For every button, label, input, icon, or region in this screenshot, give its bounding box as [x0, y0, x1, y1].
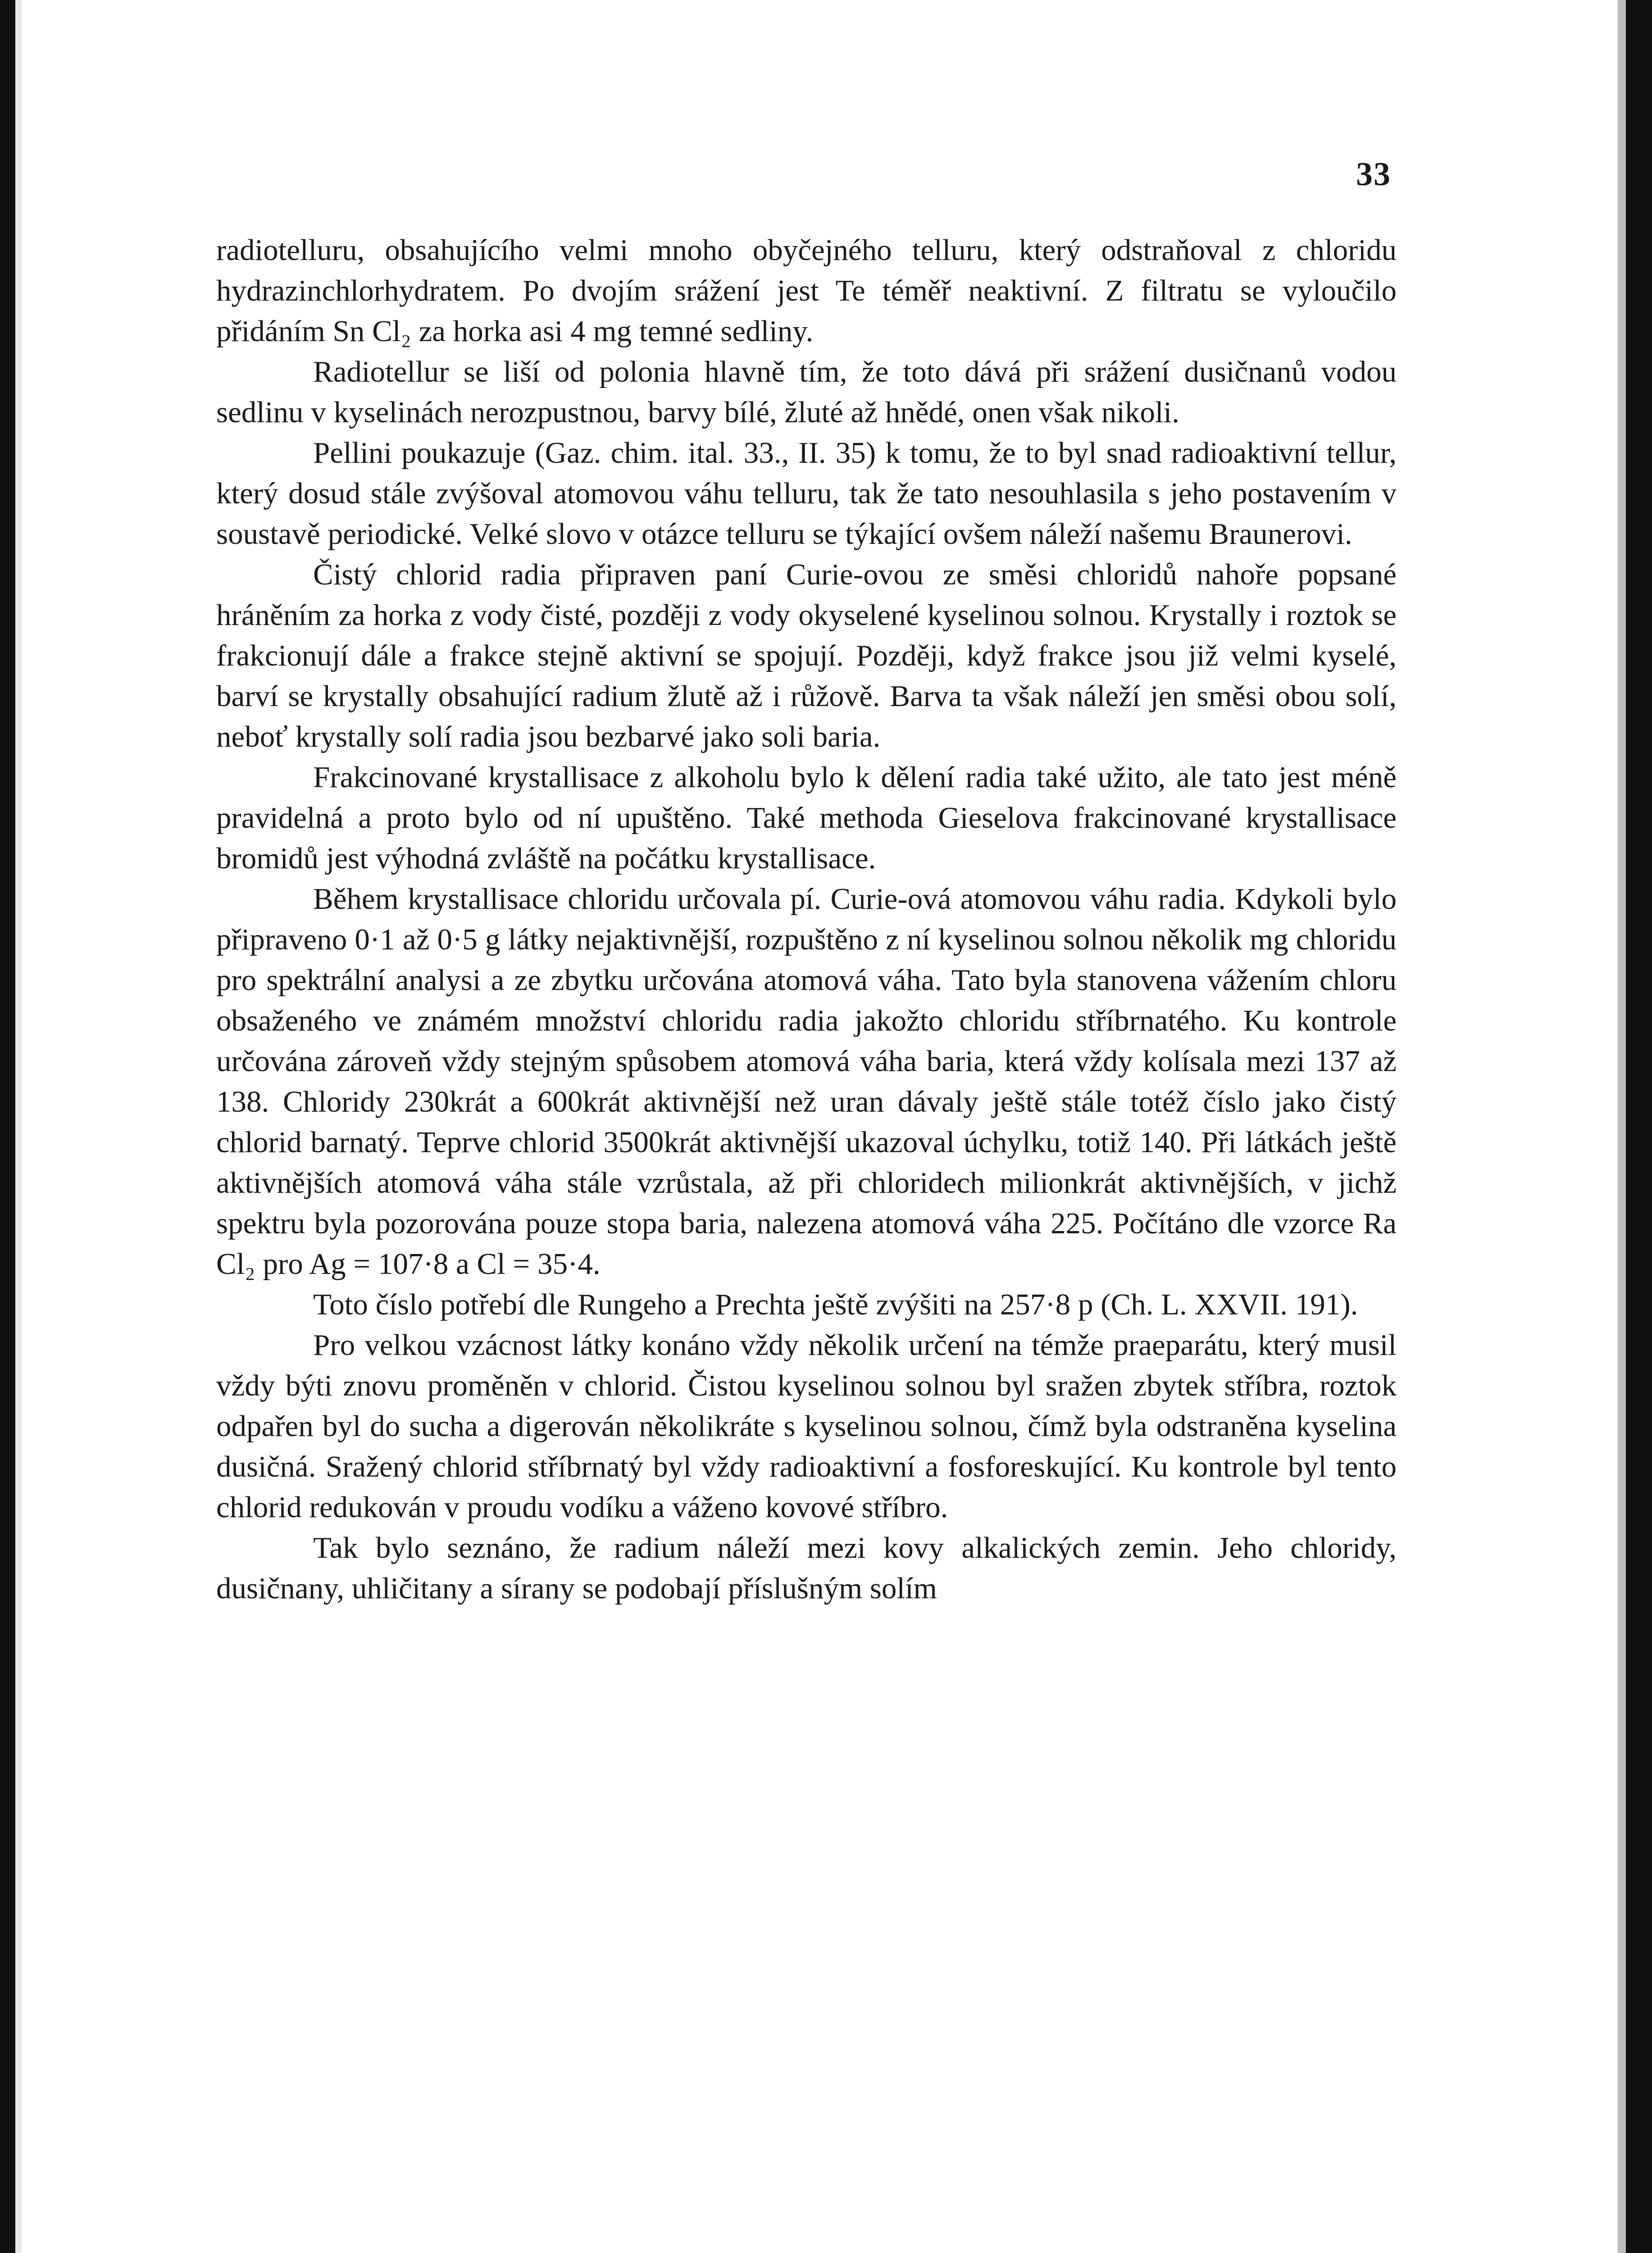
paragraph: Frakcinované krystallisace z alkoholu bylo k dělení radia také užito, ale tato jest méně pravidelná a proto bylo od ní upuštěno. Také methoda Gieselova frakcinované krystallisace bromidů jest výhodná zvláště na počátku krystallisace. [216, 761, 1397, 875]
scan-edge-right-shadow [1618, 0, 1626, 2253]
paragraph: Radiotellur se liší od polonia hlavně tím, že toto dává při srážení dusičnanů vodou sedlinu v kyselinách nerozpustnou, barvy bílé, žluté až hnědé, onen však nikoli. [216, 355, 1397, 429]
paragraph: Čistý chlorid radia připraven paní Curie-ovou ze směsi chloridů nahoře popsané hráněním za horka z vody čisté, později z vody okyselené kyselinou solnou. Krystally i roztok se frakcionují dále a frakce stejně aktivní se spojují. Později, když frakce jsou již velmi kyselé, barví se krystally obsahující radium žlutě až i růžově. Barva ta však náleží jen směsi obou solí, neboť krystally solí radia jsou bezbarvé jako soli baria. [216, 558, 1397, 753]
scan-edge-left [0, 0, 15, 2253]
scan-edge-left-shadow [15, 0, 22, 2253]
paragraph: radiotelluru, obsahujícího velmi mnoho obyčejného telluru, který odstraňoval z chloridu hydrazinchlorhydratem. Po dvojím srážení jest Te téměř neaktivní. Z filtratu se vyloučilo přidáním Sn Cl₂ za horka asi 4 mg temné sedliny. [216, 233, 1397, 348]
scan-edge-right [1626, 0, 1652, 2253]
paragraph: Pro velkou vzácnost látky konáno vždy několik určení na témže praeparátu, který musil vždy býti znovu proměněn v chlorid. Čistou kyselinou solnou byl sražen zbytek stříbra, roztok odpařen byl do sucha a digerován několikráte s kyselinou solnou, čímž byla odstraněna kyselina dusičná. Sražený chlorid stříbrnatý byl vždy radioaktivní a fosforeskující. Ku kontrole byl tento chlorid redukován v proudu vodíku a váženo kovové stříbro. [216, 1328, 1397, 1524]
paragraph: Toto číslo potřebí dle Rungeho a Prechta ještě zvýšiti na 257·8 p (Ch. L. XXVII. 191). [313, 1288, 1358, 1321]
paragraph: Pellini poukazuje (Gaz. chim. ital. 33., II. 35) k tomu, že to byl snad radioaktivní tellur, který dosud stále zvýšoval atomovou váhu telluru, tak že tato nesouhlasila s jeho postavením v soustavě periodické. Velké slovo v otázce telluru se týkající ovšem náleží našemu Braunerovi. [216, 436, 1397, 551]
body-text [216, 230, 1397, 1609]
paragraph: Tak bylo seznáno, že radium náleží mezi kovy alkalických zemin. Jeho chloridy, dusičnany, uhličitany a sírany se podobají příslušným solím [216, 1531, 1397, 1605]
page-number: 33 [1356, 156, 1391, 193]
paragraph: Během krystallisace chloridu určovala pí. Curie-ová atomovou váhu radia. Kdykoli bylo připraveno 0·1 až 0·5 g látky nejaktivnější, rozpuštěno z ní kyselinou solnou několik mg chloridu pro spektrální analysi a ze zbytku určována atomová váha. Tato byla stanovena vážením chloru obsaženého ve známém množství chloridu radia jakožto chloridu stříbrnatého. Ku kontrole určována zároveň vždy stejným spůsobem atomová váha baria, která vždy kolísala mezi 137 až 138. Chloridy 230krát a 600krát aktivnější než uran dávaly ještě stále totéž číslo jako čistý chlorid barnatý. Teprve chlorid 3500krát aktivnější ukazoval úchylku, totiž 140. Při látkách ještě aktivnějších atomová váha stále vzrůstala, až při chloridech milionkrát aktivnějších, v jichž spektru byla pozorována pouze stopa baria, nalezena atomová váha 225. Počítáno dle vzorce Ra Cl₂ pro Ag = 107·8 a Cl = 35·4. [216, 882, 1397, 1281]
